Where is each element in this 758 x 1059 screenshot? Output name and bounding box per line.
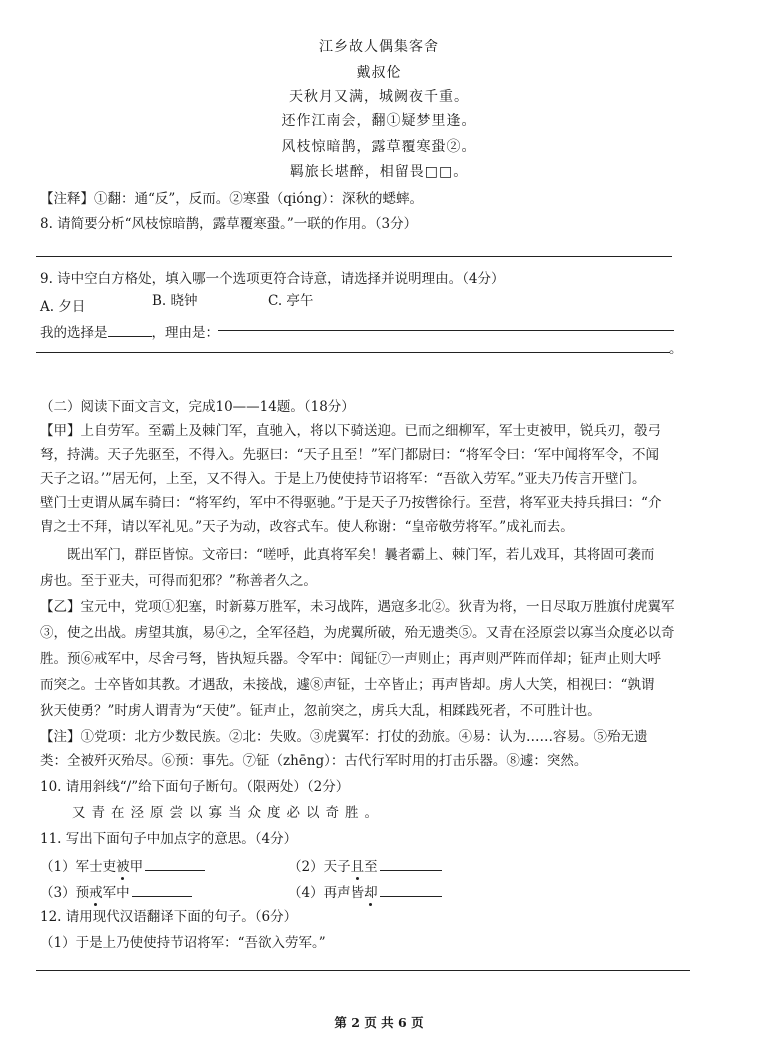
- passage-jia-line-5: 胄之士不拜，请以军礼见。”天子为动，改容式车。使人称谢：“皇帝敬劳将军。”成礼而去。: [40, 519, 574, 535]
- poem-line-4: 羁旅长堪醉，相留畏□□。: [289, 164, 469, 180]
- question-12: 12. 请用现代汉语翻译下面的句子。（6分）: [40, 909, 298, 925]
- dotted-char: 且: [350, 859, 365, 875]
- reason-line-1[interactable]: [218, 330, 674, 331]
- passage-jia-line-3: 天子之诏。’”居无何，上至，又不得入。于是上乃使使持节诏将军：“吾欲入劳军。”亚夫乃传言开壁门。: [40, 471, 646, 487]
- answer-blank[interactable]: [380, 856, 442, 871]
- choice-row: [40, 322, 219, 342]
- q12-item-1: （1）于是上乃使使持节诏将军：“吾欲入劳军。”: [40, 935, 326, 951]
- passage-yi-line-2: ③，使之出战。虏望其旗，易④之，全军径趋，为虎翼所破，殆无遗类⑤。又青在泾原尝以寡当众度必以奇: [40, 625, 675, 641]
- passage-jia-line-6: 既出军门，群臣皆惊。文帝曰：“嗟呼，此真将军矣！曩者霸上、棘门军，若儿戏耳，其将固可袭而: [40, 547, 655, 563]
- poem-title: 江乡故人偶集客舍: [319, 39, 439, 55]
- passage-yi-line-1: 【乙】宝元中，党项①犯塞，时新募万胜军，未习战阵，遇寇多北②。狄青为将，一日尽取万胜旗付虎翼军: [40, 599, 675, 615]
- poem-note: 【注释】①翻：通“反”，反而。②寒蛩（qióng）：深秋的蟋蟀。: [40, 191, 423, 207]
- passage-jia-line-4: 壁门士吏谓从属车骑曰：“将军约，军中不得驱驰。”于是天子乃按辔徐行。至营，将军亚夫持兵揖曰：“介: [40, 495, 662, 511]
- q11-item-3: （3）预戒军中: [40, 882, 192, 902]
- reason-end-mark: 。: [669, 341, 683, 357]
- answer-blank[interactable]: [145, 856, 205, 871]
- passage-yi-line-3: 胜。预⑥戒军中，尽舍弓弩，皆执短兵器。令军中：闻钲⑦一声则止；再声则严阵而佯却；钲声止则大呼: [40, 651, 661, 667]
- q11-item-num: （2）: [288, 859, 324, 875]
- q11-item-2: （2）天子且至: [288, 856, 442, 876]
- answer-line-q12[interactable]: [36, 970, 690, 971]
- dotted-char: 戒: [89, 885, 103, 901]
- reason-line-2[interactable]: [36, 352, 670, 353]
- q10-sentence[interactable]: 又青在泾原尝以寡当众度必以奇胜。: [72, 805, 384, 821]
- notes-line-2: 类：全被歼灭殆尽。⑥预：事先。⑦钲（zhēng）：古代行军时用的打击乐器。⑧遽：突然。: [40, 753, 588, 769]
- option-a: A. 夕日: [40, 299, 86, 315]
- question-8: 8. 请简要分析“风枝惊暗鹊，露草覆寒蛩。”一联的作用。（3分）: [40, 216, 418, 232]
- q11-item-num: （1）: [40, 859, 76, 875]
- poem-line-1: 天秋月又满，城阙夜千重。: [289, 89, 469, 105]
- choice-label: 我的选择是: [40, 325, 108, 341]
- passage-yi-line-4: 而突之。士卒皆如其教。才遇敌，未接战，遽⑧声钲，士卒皆止；再声皆却。虏人大笑，相视曰：“孰谓: [40, 677, 655, 693]
- q11-item-4: （4）再声皆却: [288, 882, 442, 902]
- section-2-heading: （二）阅读下面文言文，完成10——14题。（18分）: [40, 399, 355, 415]
- passage-jia-line-7: 虏也。至于亚夫，可得而犯邪？”称善者久之。: [40, 573, 317, 589]
- answer-line-q8[interactable]: [36, 256, 672, 257]
- answer-blank[interactable]: [132, 882, 192, 897]
- question-11: 11. 写出下面句子中加点字的意思。（4分）: [40, 831, 298, 847]
- q11-item-num: （3）: [40, 885, 76, 901]
- option-b: B. 晓钟: [152, 293, 198, 309]
- dotted-char: 却: [364, 885, 378, 901]
- dotted-char: 被: [116, 859, 130, 875]
- passage-yi-line-5: 狄天使勇？”时虏人谓青为“天使”。钲声止，忽前突之，虏兵大乱，相蹂践死者，不可胜计也。: [40, 703, 601, 719]
- poem-line-3: 风枝惊暗鹊，露草覆寒蛩②。: [281, 139, 477, 155]
- option-c: C. 亭午: [268, 293, 314, 309]
- choice-blank[interactable]: [108, 322, 152, 337]
- notes-line-1: 【注】①党项：北方少数民族。②北：失败。③虎翼军：打仗的劲旅。④易：认为……容易。⑤殆无遗: [40, 729, 648, 745]
- passage-jia-line-1: 【甲】上自劳军。至霸上及棘门军，直驰入，将以下骑送迎。已而之细柳军，军士吏被甲，锐兵刃，彀弓: [40, 423, 661, 439]
- question-10: 10. 请用斜线“/”给下面句子断句。（限两处）（2分）: [40, 779, 350, 795]
- reason-label: ，理由是：: [151, 325, 219, 341]
- question-9: 9. 诗中空白方格处，填入哪一个选项更符合诗意，请选择并说明理由。（4分）: [40, 271, 505, 287]
- page-number: 第 2 页 共 6 页: [334, 1015, 424, 1030]
- q11-item-num: （4）: [288, 885, 324, 901]
- poem-line-2: 还作江南会，翻①疑梦里逢。: [281, 113, 477, 129]
- answer-blank[interactable]: [380, 882, 442, 897]
- passage-jia-line-2: 弩，持满。天子先驱至，不得入。先驱曰：“天子且至！”军门都尉曰：“将军令曰：‘军中闻将军令，不闻: [40, 447, 659, 463]
- poem-author: 戴叔伦: [356, 65, 402, 81]
- q11-item-1: （1）军士吏被甲: [40, 856, 205, 876]
